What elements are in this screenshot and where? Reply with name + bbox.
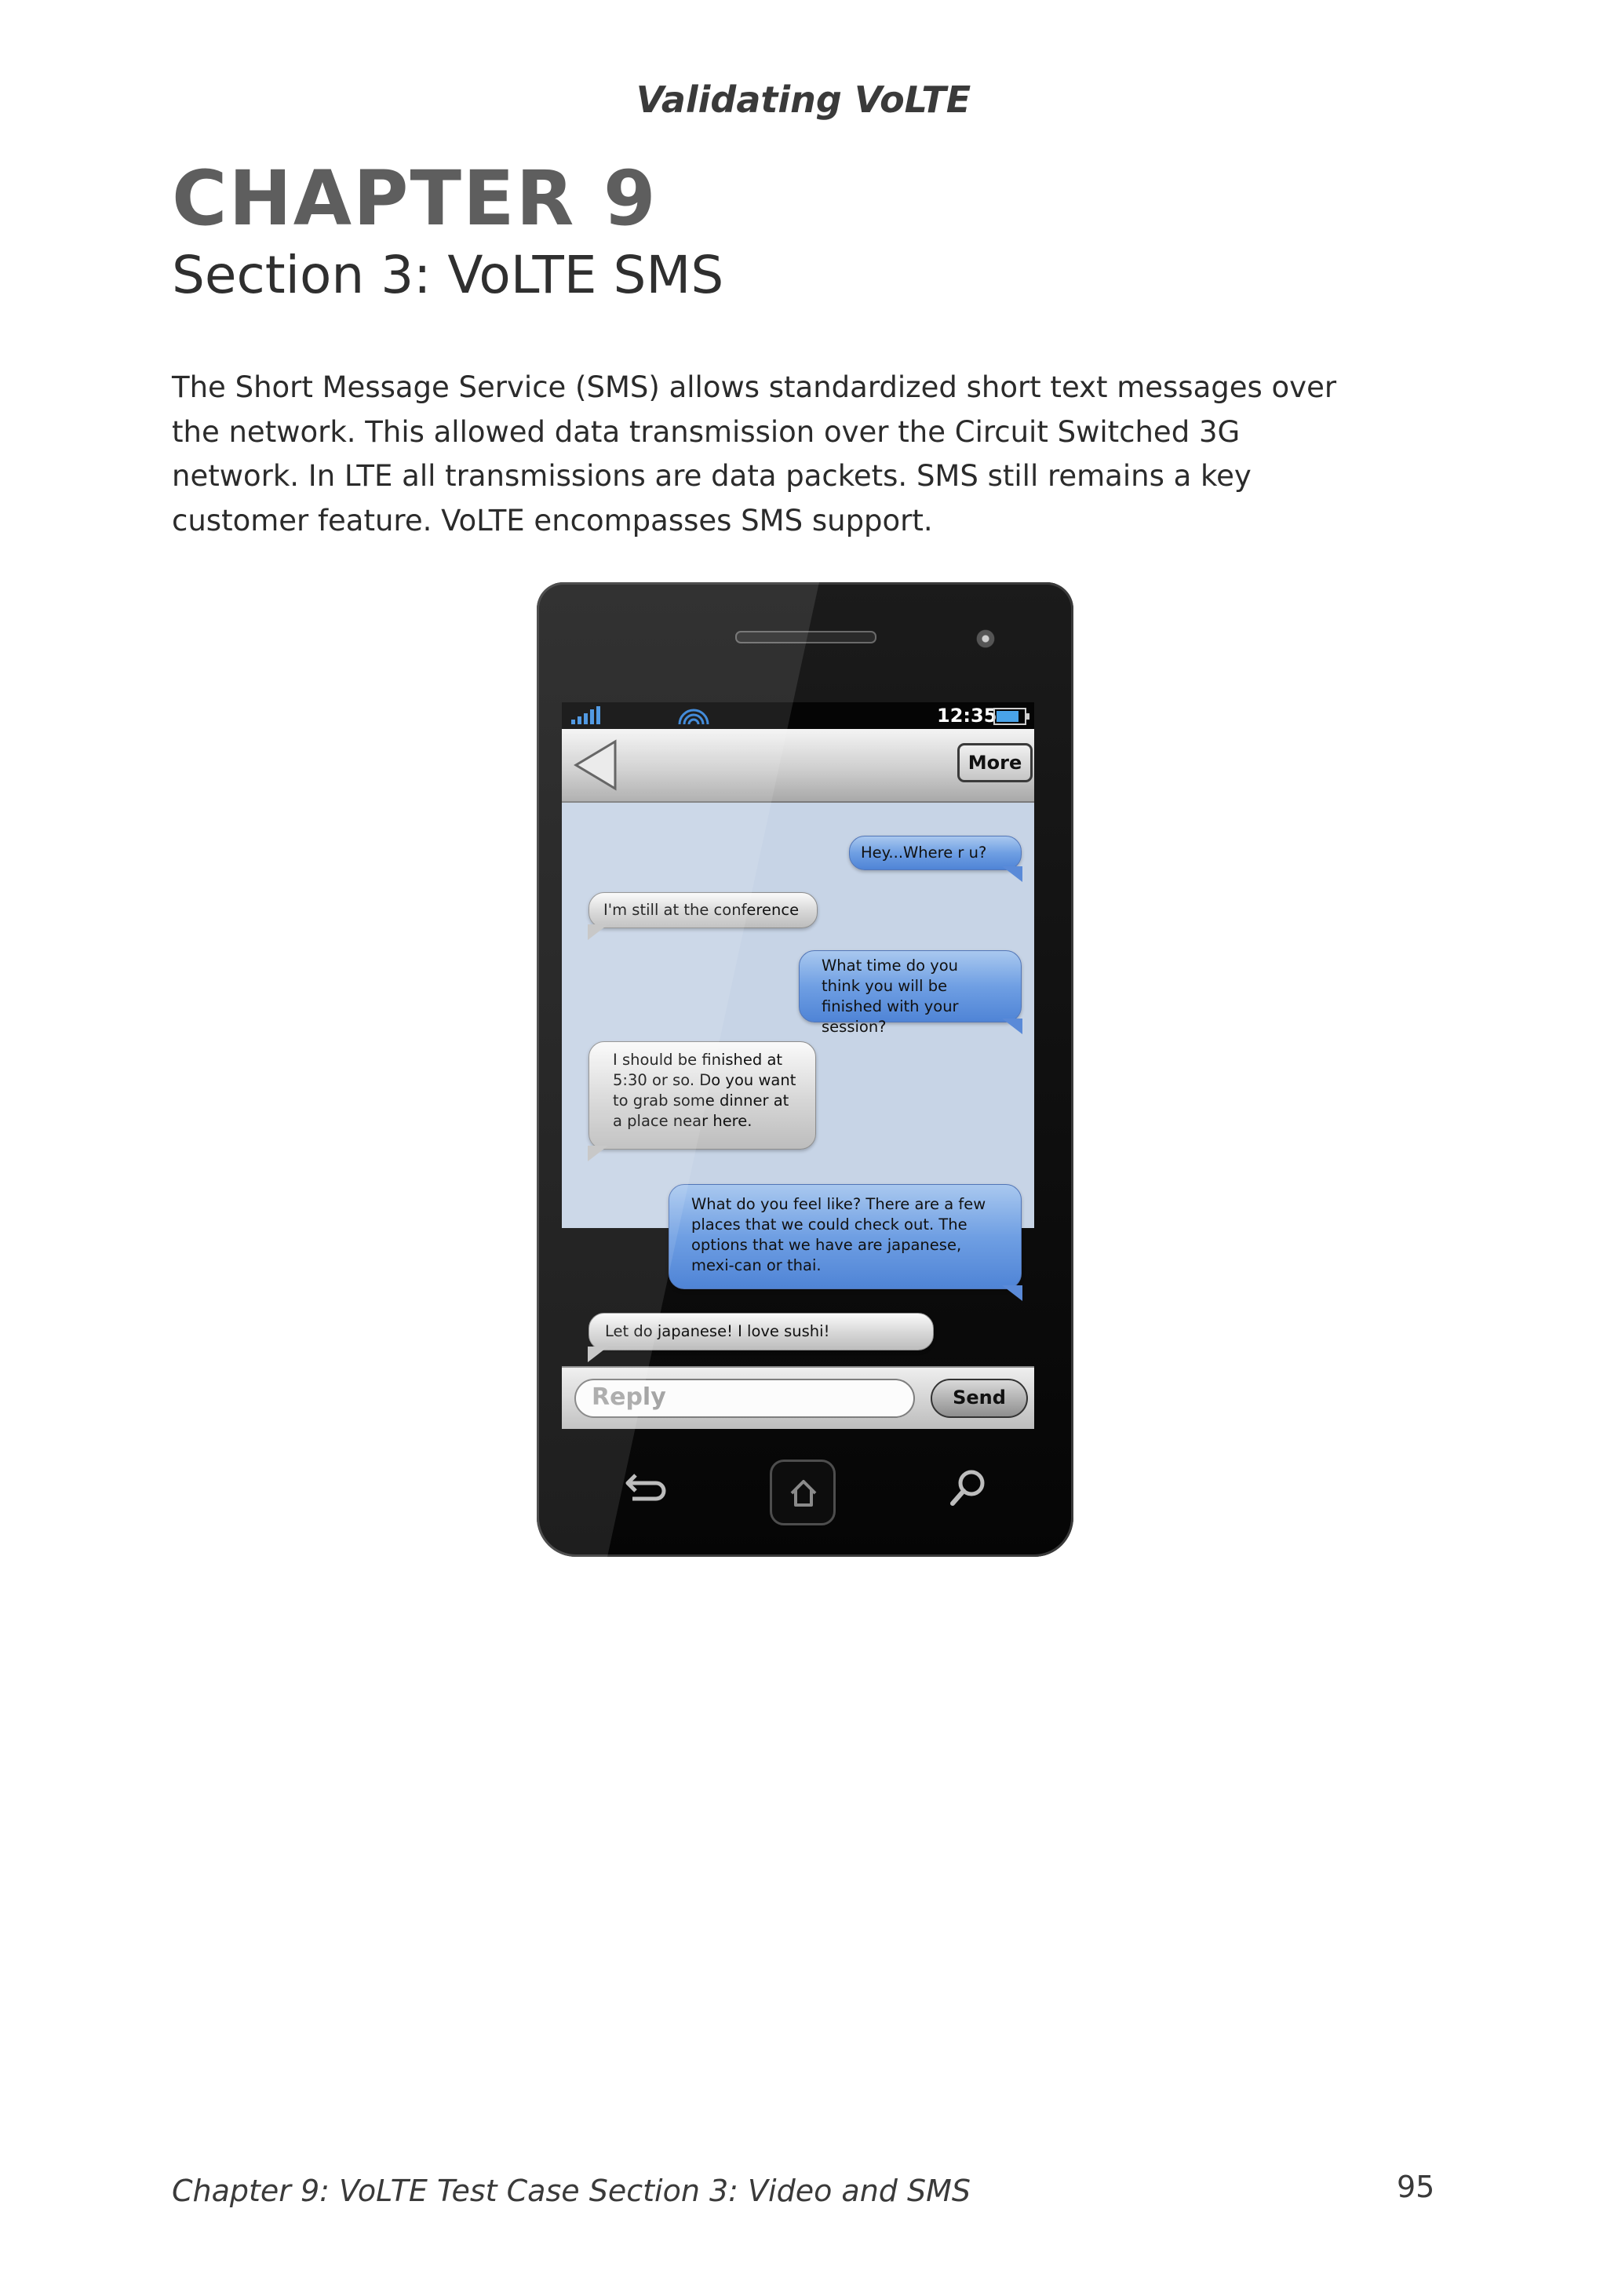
- home-button[interactable]: [770, 1460, 836, 1525]
- message-text: Let do japanese! I love sushi!: [605, 1322, 830, 1340]
- battery-icon: [993, 707, 1031, 726]
- status-time: 12:35: [937, 705, 997, 727]
- body-paragraph: The Short Message Service (SMS) allows standardized short text messages over the network. This allowed data transmission over the Circuit Switched 3G network. In LTE all transmissions are data packets. SMS still remains a key customer feature. VoLTE encompasses SMS support.: [172, 370, 1337, 538]
- camera-icon: [973, 626, 998, 651]
- search-icon[interactable]: [948, 1467, 989, 1508]
- home-icon: [789, 1478, 818, 1509]
- message-thread: [562, 801, 1034, 1167]
- hardware-back-icon[interactable]: [625, 1471, 670, 1502]
- signal-icon: [570, 705, 601, 726]
- message-bubble-incoming: [589, 1041, 816, 1150]
- running-head: Validating VoLTE: [636, 78, 971, 121]
- message-bubble-incoming: [589, 1313, 934, 1350]
- reply-input[interactable]: Reply: [574, 1379, 915, 1418]
- phone-illustration: [537, 582, 1073, 1557]
- message-bubble-outgoing: [849, 836, 1022, 870]
- speaker-grille: [735, 631, 876, 643]
- status-bar: [562, 702, 1034, 729]
- message-bubble-outgoing: [669, 1184, 1022, 1289]
- message-text: What time do you think you will be finished with your session?: [822, 957, 959, 1036]
- reply-bar: [562, 1366, 1034, 1429]
- section-title: Section 3: VoLTE SMS: [172, 245, 724, 305]
- navigation-bar: [562, 729, 1034, 803]
- message-text: What do you feel like? There are a few places that we could check out. The options that we have are japanese, mexi-can or thai.: [691, 1195, 986, 1274]
- page-number: 95: [1397, 2170, 1435, 2204]
- message-text: I'm still at the conference: [603, 901, 800, 919]
- phone-screen: [562, 702, 1034, 1340]
- chapter-title: CHAPTER 9: [172, 155, 658, 242]
- message-bubble-outgoing: [799, 950, 1022, 1036]
- more-button[interactable]: More: [957, 743, 1033, 782]
- back-arrow-icon[interactable]: [571, 738, 621, 792]
- send-button[interactable]: Send: [931, 1379, 1028, 1418]
- message-bubble-incoming: [589, 892, 818, 928]
- message-text: Hey...Where r u?: [861, 844, 987, 862]
- message-text: I should be finished at 5:30 or so. Do you want to grab some dinner at a place near here.: [613, 1051, 796, 1130]
- wifi-icon: [676, 705, 711, 727]
- footer-chapter-title: Chapter 9: VoLTE Test Case Section 3: Video and SMS: [172, 2174, 971, 2208]
